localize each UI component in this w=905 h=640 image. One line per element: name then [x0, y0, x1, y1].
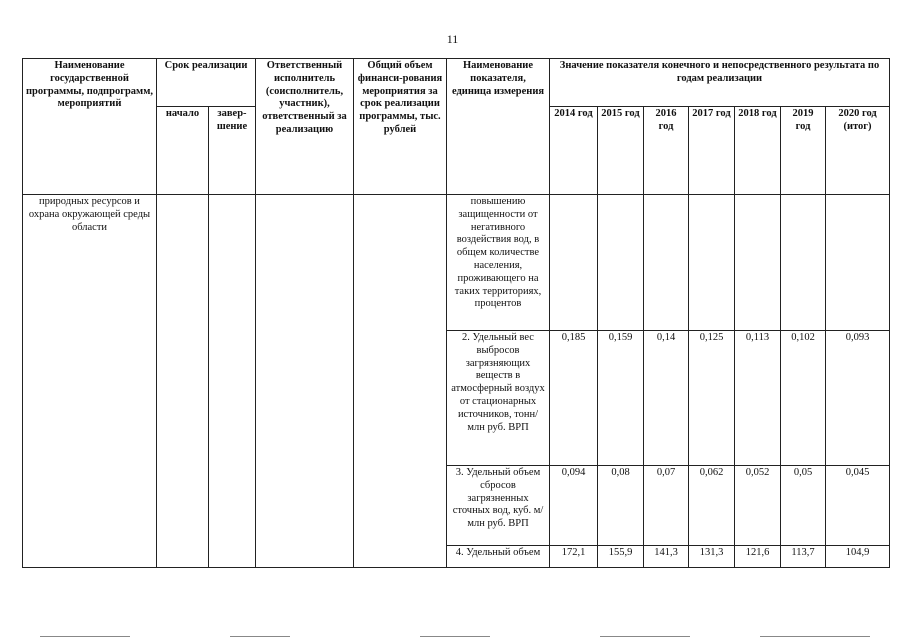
header-financing: Общий объем финанси-рования мероприятия за срок реализации программы, тыс. рублей — [354, 59, 447, 195]
value-cell: 0,07 — [644, 466, 689, 546]
indicator-cell: 2. Удельный вес выбросов загрязняющих веществ в атмосферный воздух от стационарных источников, тонн/млн руб. ВРП — [447, 331, 550, 466]
header-program-name: Наименование государственной программы, подпрограмм, мероприятий — [23, 59, 157, 195]
value-cell: 113,7 — [781, 546, 826, 568]
financing-cell — [354, 195, 447, 568]
header-values: Значение показателя конечного и непосредственного результата по годам реализации — [550, 59, 890, 107]
indicator-cell: повышению защищенности от негативного воздействия вод, в общем количестве населения, проживающего на таких территориях, процентов — [447, 195, 550, 331]
scan-artifact — [40, 636, 130, 637]
page-number: 11 — [446, 32, 459, 46]
value-cell — [550, 195, 598, 331]
indicator-table — [22, 58, 890, 568]
indicator-cell: 4. Удельный объем — [447, 546, 550, 568]
header-year-2015: 2015 год — [598, 107, 644, 195]
term-start-cell — [157, 195, 209, 568]
value-cell: 0,159 — [598, 331, 644, 466]
table-row — [23, 195, 890, 331]
header-term-end: завер-шение — [209, 107, 256, 195]
value-cell: 0,185 — [550, 331, 598, 466]
value-cell: 131,3 — [689, 546, 735, 568]
responsible-cell — [256, 195, 354, 568]
value-cell: 0,08 — [598, 466, 644, 546]
value-cell: 155,9 — [598, 546, 644, 568]
value-cell: 121,6 — [735, 546, 781, 568]
value-cell: 0,093 — [826, 331, 890, 466]
program-name-cell: природных ресурсов и охрана окружающей среды области — [23, 195, 157, 568]
header-year-2017: 2017 год — [689, 107, 735, 195]
value-cell: 104,9 — [826, 546, 890, 568]
header-row-1 — [23, 59, 890, 107]
value-cell — [781, 195, 826, 331]
header-year-2019: 2019 год — [781, 107, 826, 195]
value-cell: 0,05 — [781, 466, 826, 546]
header-year-2018: 2018 год — [735, 107, 781, 195]
value-cell: 0,102 — [781, 331, 826, 466]
value-cell — [644, 195, 689, 331]
header-year-2016: 2016 год — [644, 107, 689, 195]
value-cell — [689, 195, 735, 331]
value-cell: 0,094 — [550, 466, 598, 546]
value-cell: 0,052 — [735, 466, 781, 546]
scan-artifact — [760, 636, 870, 637]
header-year-2014: 2014 год — [550, 107, 598, 195]
value-cell: 0,045 — [826, 466, 890, 546]
value-cell: 0,113 — [735, 331, 781, 466]
value-cell: 141,3 — [644, 546, 689, 568]
value-cell: 0,125 — [689, 331, 735, 466]
value-cell — [598, 195, 644, 331]
scan-artifact — [600, 636, 690, 637]
header-year-2020: 2020 год (итог) — [826, 107, 890, 195]
scan-artifact — [420, 636, 490, 637]
indicator-cell: 3. Удельный объем сбросов загрязненных сточных вод, куб. м/млн руб. ВРП — [447, 466, 550, 546]
header-term: Срок реализации — [157, 59, 256, 107]
value-cell: 172,1 — [550, 546, 598, 568]
header-term-start: начало — [157, 107, 209, 195]
header-responsible: Ответственный исполнитель (соисполнитель, участник), ответственный за реализацию — [256, 59, 354, 195]
term-end-cell — [209, 195, 256, 568]
scan-artifact — [230, 636, 290, 637]
value-cell: 0,062 — [689, 466, 735, 546]
header-indicator: Наименование показателя, единица измерения — [447, 59, 550, 195]
value-cell: 0,14 — [644, 331, 689, 466]
value-cell — [826, 195, 890, 331]
value-cell — [735, 195, 781, 331]
